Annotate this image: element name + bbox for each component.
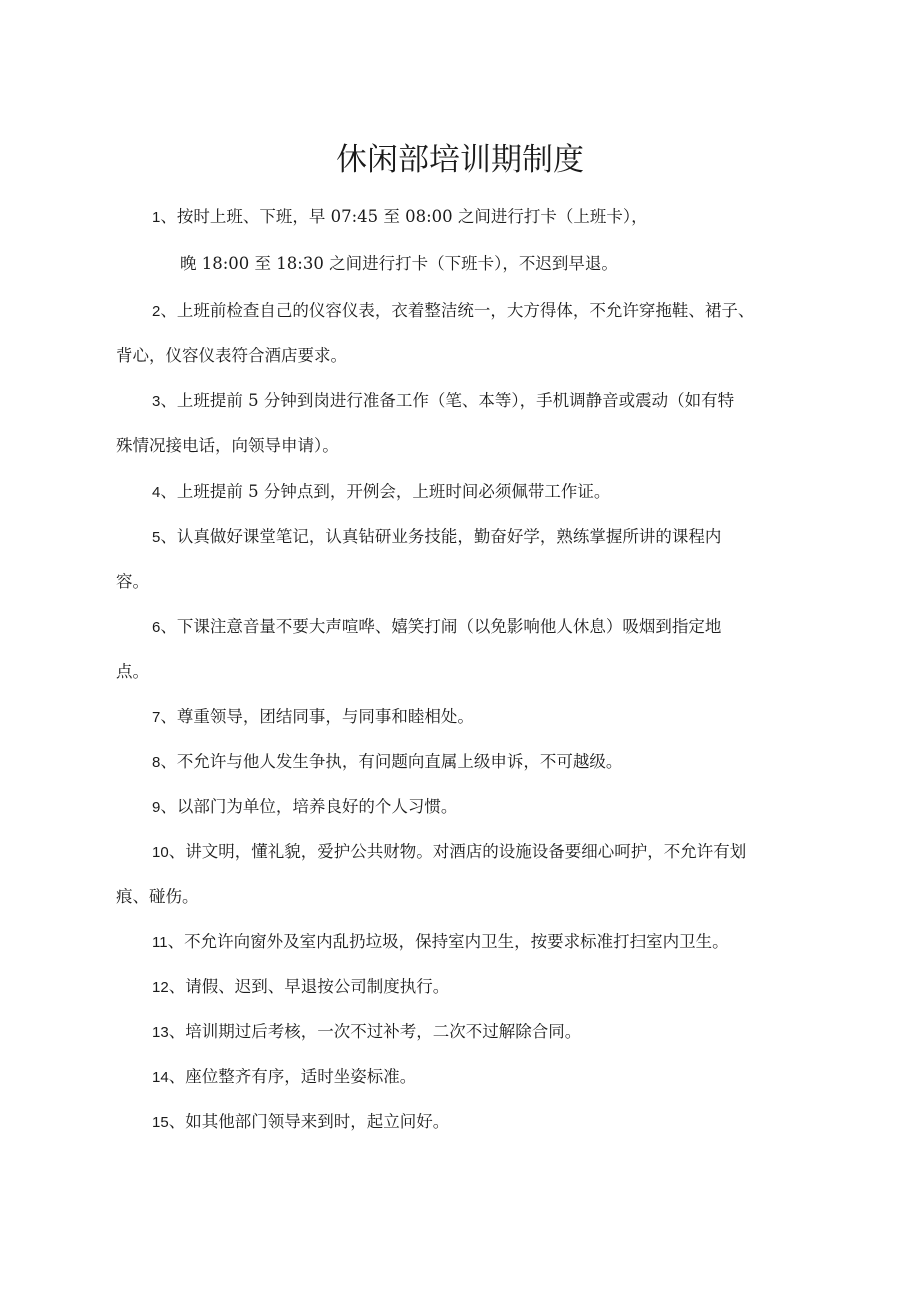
rule-number: 3 xyxy=(152,393,161,410)
rule-number: 12 xyxy=(152,979,169,996)
rule-text: 、不允许与他人发生争执，有问题向直属上级申诉，不可越级。 xyxy=(160,752,623,771)
rule-text: 、按时上班、下班，早 07:45 至 08:00 之间进行打卡（上班卡）， xyxy=(160,207,648,226)
rule-text: 、上班前检查自己的仪容仪表，衣着整洁统一，大方得体，不允许穿拖鞋、裙子、 xyxy=(160,301,755,320)
rule-10-line-1 xyxy=(152,840,920,865)
rule-text: 、下课注意音量不要大声喧哗、嬉笑打闹（以免影响他人休息）吸烟到指定地 xyxy=(160,617,722,636)
rule-text: 、如其他部门领导来到时，起立问好。 xyxy=(168,1112,450,1131)
rule-text: 、讲文明，懂礼貌，爱护公共财物。对酒店的设施设备要细心呵护，不允许有划 xyxy=(168,842,747,861)
rule-number: 7 xyxy=(152,709,161,726)
rule-number: 5 xyxy=(152,529,161,546)
rule-13-line-1 xyxy=(152,1020,920,1045)
rule-text: 、以部门为单位，培养良好的个人习惯。 xyxy=(160,797,458,816)
rule-text: 、上班提前 5 分钟点到，开例会，上班时间必须佩带工作证。 xyxy=(160,482,611,501)
rule-text: 、上班提前 5 分钟到岗进行准备工作（笔、本等），手机调静音或震动（如有特 xyxy=(160,391,735,410)
rule-number: 6 xyxy=(152,619,161,636)
rule-4-line-1 xyxy=(152,480,920,505)
rule-6-line-2: 点。 xyxy=(116,662,149,681)
rule-text: 、尊重领导，团结同事，与同事和睦相处。 xyxy=(160,707,474,726)
rule-text: 、不允许向窗外及室内乱扔垃圾，保持室内卫生，按要求标准打扫室内卫生。 xyxy=(167,932,729,951)
rule-number: 13 xyxy=(152,1024,169,1041)
document-title: 休闲部培训期制度 xyxy=(336,142,584,178)
rule-7-line-1 xyxy=(152,705,920,730)
rule-2-line-1 xyxy=(152,299,920,324)
rule-2-line-2: 背心，仪容仪表符合酒店要求。 xyxy=(116,346,347,365)
rule-number: 1 xyxy=(152,209,161,226)
rule-3-line-2: 殊情况接电话，向领导申请）。 xyxy=(116,436,339,455)
rule-12-line-1 xyxy=(152,975,920,1000)
rule-9-line-1 xyxy=(152,795,920,820)
rule-number: 11 xyxy=(152,934,168,951)
rule-14-line-1 xyxy=(152,1065,920,1090)
rule-number: 10 xyxy=(152,844,169,861)
rule-3-line-1 xyxy=(152,389,920,414)
rule-text: 、认真做好课堂笔记，认真钻研业务技能，勤奋好学，熟练掌握所讲的课程内 xyxy=(160,527,722,546)
rule-6-line-1 xyxy=(152,615,920,640)
rule-8-line-1 xyxy=(152,750,920,775)
rule-5-line-1 xyxy=(152,525,920,550)
rule-number: 15 xyxy=(152,1114,169,1131)
rule-11-line-1 xyxy=(152,930,920,955)
rule-number: 2 xyxy=(152,303,161,320)
rule-number: 9 xyxy=(152,799,161,816)
rule-number: 14 xyxy=(152,1069,169,1086)
rule-text: 、座位整齐有序，适时坐姿标准。 xyxy=(168,1067,417,1086)
rule-15-line-1 xyxy=(152,1110,920,1135)
rule-text: 、请假、迟到、早退按公司制度执行。 xyxy=(168,977,450,996)
rule-number: 4 xyxy=(152,484,161,501)
rule-1-line-1 xyxy=(152,205,920,230)
rule-text: 、培训期过后考核，一次不过补考，二次不过解除合同。 xyxy=(168,1022,582,1041)
rule-number: 8 xyxy=(152,754,161,771)
rule-1-line-2: 晚 18:00 至 18:30 之间进行打卡（下班卡），不迟到早退。 xyxy=(180,254,618,273)
rule-10-line-2: 痕、碰伤。 xyxy=(116,887,199,906)
rule-5-line-2: 容。 xyxy=(116,572,149,591)
